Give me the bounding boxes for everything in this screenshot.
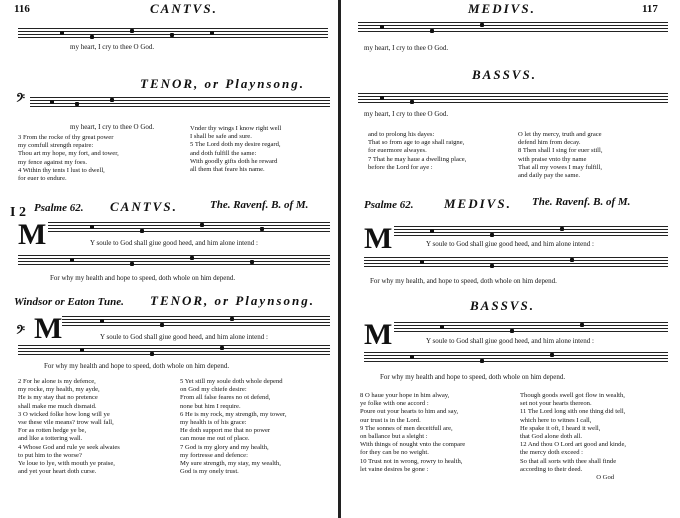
music-note xyxy=(440,325,444,329)
music-note xyxy=(580,323,584,327)
music-note xyxy=(410,100,414,104)
music-note xyxy=(140,229,144,233)
lyric-line: For why my health and hope to speed, doth whole on him depend. xyxy=(50,274,236,282)
music-note xyxy=(490,233,494,237)
music-note xyxy=(230,317,234,321)
verse-block: Though goods swell got flow in wealth, set not your hearts thereon. 11 The Lord long sith one thing did tell, which here to witnes I call, He spake it oft, I heard it well, that God alone doth all. 12 And thou O Lord art good and kinde, the mercy doth exceed : So that all sorts with thee shall finde according to their deed. O God xyxy=(520,392,627,482)
lyric-line: Y soule to God shall giue good heed, and him alone intend : xyxy=(426,337,594,345)
music-note xyxy=(560,227,564,231)
part-heading: BASSVS. xyxy=(472,67,537,82)
music-note xyxy=(90,35,94,39)
verse-block: and to prolong his dayes: That so from age to age shall raigne, for euermore alwayes. 7 That he may haue a dwelling place, before the Lord for aye : xyxy=(368,131,467,171)
verse-block: 8 O haue your hope in him alway, ye folke with one accord : Poure out your hearts to him and say, our trust is in the Lord. 9 The sonnes of men deceitfull are, on ballance but a sleight : With things of nought vnto the compare for they can be no weight. 10 Trust not in wrong, rowry to health, let vaine desires be gone : xyxy=(360,392,466,473)
music-note xyxy=(260,227,264,231)
verse-block: 5 Yet still my soule doth whole depend on God my chiefe desire: From all false feares no ot defend, none but him I require. 6 He is my rock, my strength, my tower, my health is of his grace: He doth support me that no power can moue me out of place. 7 God is my glory and my health, my fortresse and defence: My sure strength, my stay, my wealth, God is my onely trust. xyxy=(180,378,287,476)
lyric-line: Y soule to God shall giue good heed, and him alone intend : xyxy=(100,333,268,341)
psalm-heading: Psalme 62. xyxy=(34,202,84,214)
music-note xyxy=(50,100,54,104)
music-note xyxy=(110,98,114,102)
lyric-line: my heart, I cry to thee O God. xyxy=(364,44,449,52)
part-heading: TENOR, or Playnsong. xyxy=(150,293,315,308)
music-note xyxy=(100,319,104,323)
clef-icon: 𝄢 xyxy=(16,93,26,108)
lyric-line: Y soule to God shall giue good heed, and him alone intend : xyxy=(426,240,594,248)
page-number: 116 xyxy=(14,3,30,15)
music-note xyxy=(90,225,94,229)
music-note xyxy=(480,359,484,363)
music-staff xyxy=(364,257,668,269)
music-note xyxy=(550,353,554,357)
music-note xyxy=(200,223,204,227)
page-number: 117 xyxy=(642,3,658,15)
music-note xyxy=(130,262,134,266)
music-note xyxy=(480,23,484,27)
initial-letter: M xyxy=(364,222,393,255)
tune-name: Windsor or Eaton Tune. xyxy=(14,296,124,308)
music-note xyxy=(160,323,164,327)
music-note xyxy=(130,29,134,33)
lyric-line: For why my health, and hope to speed, doth whole on him depend. xyxy=(370,277,557,285)
music-note xyxy=(570,258,574,262)
music-note xyxy=(490,264,494,268)
lyric-line: For why my health and hope to speed, doth whole on him depend. xyxy=(380,373,566,381)
verse-block: 3 From the rocke of thy great power my comfull strength repaire: Thou art my hope, my fort, and tower, my fence against my foes. 4 Within thy tents I lust to dwell, for euer to endure. xyxy=(18,134,119,183)
verse-block: 2 For he alone is my defence, my rocke, my health, my ayde, He is my stay that no pretence shall make me much dismaid. 3 O wicked folke how long will ye vse these vile means? trow wall fall, For as rotten hedge ye be, and like a tottering wall. 4 Whose God and rule ye seek alwaies to put him to the worse? Ye loue to lye, with mouth ye praise, and yet your heart doth curse. xyxy=(18,378,120,476)
music-note xyxy=(190,256,194,260)
clef-icon: 𝄢 xyxy=(16,325,26,340)
music-note xyxy=(380,96,384,100)
music-note xyxy=(420,260,424,264)
music-note xyxy=(150,352,154,356)
music-note xyxy=(430,29,434,33)
music-staff xyxy=(18,255,330,267)
music-staff xyxy=(358,22,668,34)
part-heading: CANTVS. xyxy=(110,199,178,214)
part-heading: TENOR, or Playnsong. xyxy=(140,76,305,91)
initial-letter: M xyxy=(18,218,47,251)
music-note xyxy=(380,25,384,29)
psalm-heading: Psalme 62. xyxy=(364,199,414,211)
music-note xyxy=(220,346,224,350)
music-note xyxy=(70,258,74,262)
music-staff xyxy=(18,345,330,357)
initial-letter: M xyxy=(34,312,63,345)
right-page xyxy=(340,0,680,518)
lyric-line: my heart, I cry to thee O God. xyxy=(364,110,449,118)
music-note xyxy=(170,33,174,37)
music-note xyxy=(410,355,414,359)
music-note xyxy=(430,229,434,233)
part-heading: CANTVS. xyxy=(150,1,218,16)
initial-letter: M xyxy=(364,318,393,351)
music-staff xyxy=(394,226,668,238)
lyric-line: my heart, I cry to thee O God. xyxy=(70,123,155,131)
music-note xyxy=(210,31,214,35)
marginal-mark: I 2 xyxy=(10,205,26,220)
part-heading: MEDIVS. xyxy=(468,1,536,16)
music-note xyxy=(250,260,254,264)
tune-name: The. Ravenf. B. of M. xyxy=(210,199,309,211)
verse-block: Vnder thy wings I know right well I shall be safe and sure. 5 The Lord doth my desire regard, and doth fulfill the same: With goodly gifts doth he reward all them that feare his name. xyxy=(190,125,282,174)
music-staff xyxy=(394,322,668,334)
music-note xyxy=(510,329,514,333)
music-note xyxy=(60,31,64,35)
music-staff xyxy=(358,93,668,105)
verse-block: O let thy mercy, truth and grace defend him from decay. 8 Then shall I sing for euer still, with praise vnto thy name That all my vowes I may fulfill, and daily pay the same. xyxy=(518,131,603,180)
part-heading: BASSVS. xyxy=(470,298,535,313)
music-note xyxy=(80,348,84,352)
lyric-line: my heart, I cry to thee O God. xyxy=(70,43,155,51)
lyric-line: Y soule to God shall giue good heed, and him alone intend : xyxy=(90,239,258,247)
part-heading: MEDIVS. xyxy=(444,196,512,211)
lyric-line: For why my health and hope to speed, doth whole on him depend. xyxy=(44,362,230,370)
music-note xyxy=(75,102,79,106)
tune-name: The. Ravenf. B. of M. xyxy=(532,196,631,208)
